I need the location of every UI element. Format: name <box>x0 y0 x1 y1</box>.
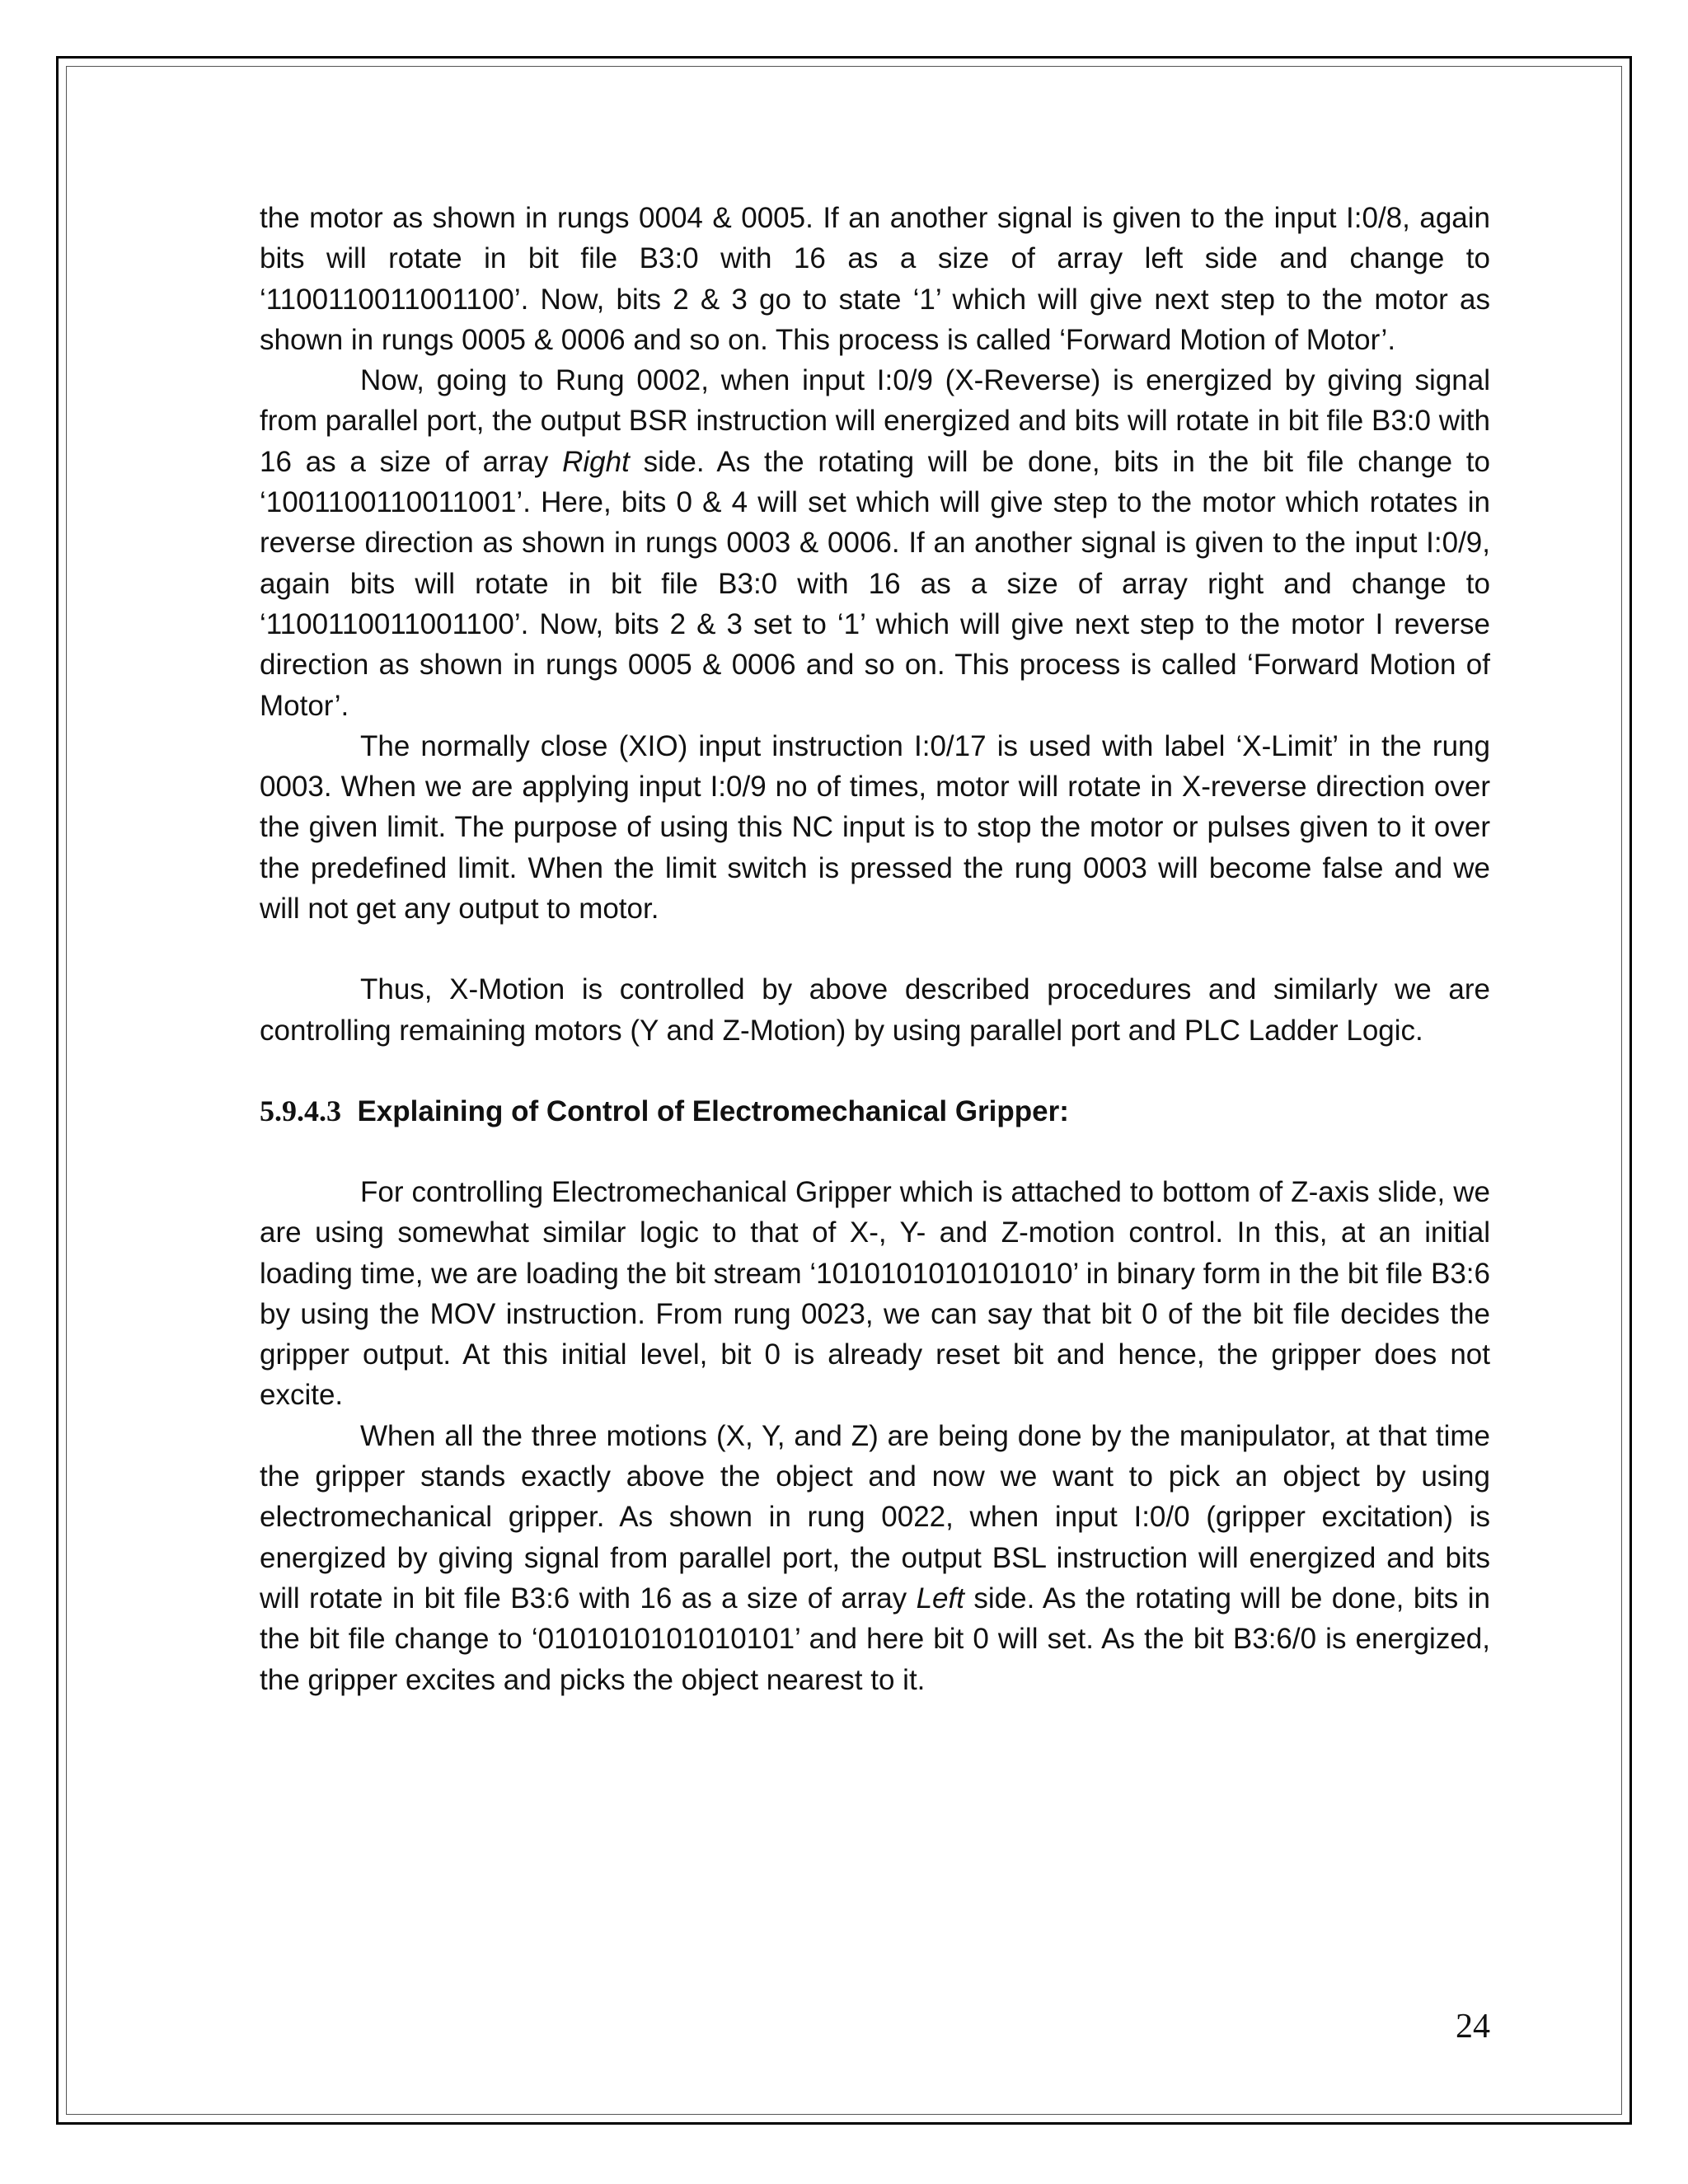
paragraph-gripper-intro: For controlling Electromechanical Gripper which is attached to bottom of Z-axis slide, we are using somewhat similar logic to that of X-, Y- and Z-motion control. In this, at an initial loading time, we are loading the bit stream ‘1010101010101010’ in binary form in the bit file B3:6 by using the MOV instruction. From rung 0023, we can say that bit 0 of the bit file decides the gripper output. At this initial level, bit 0 is already reset bit and hence, the gripper does not excite. <box>260 1175 1490 1412</box>
spacer <box>260 929 1490 969</box>
paragraph-text: side. As the rotating will be done, bits in the bit file change to ‘1001100110011001’. Here, bits 0 & 4 will set which will give step to the motor which rotates in reverse direction as shown in rungs 0003 & 0006. If an another signal is given to the input I:0/9, again bits will rotate in bit file B3:0 with 16 as a size of array right and change to ‘1100110011001100’. Now, bits 2 & 3 set to ‘1’ which will give next step to the motor I reverse direction as shown in rungs 0005 & 0006 and so on. This process is called ‘Forward Motion of Motor’. <box>260 445 1490 722</box>
paragraph-summary: Thus, X-Motion is controlled by above described procedures and similarly we are controlling remaining motors (Y and Z-Motion) by using parallel port and PLC Ladder Logic. <box>260 973 1490 1047</box>
emphasis-left: Left <box>916 1582 964 1615</box>
section-title: Explaining of Control of Electromechanical Gripper: <box>357 1094 1069 1127</box>
page-body <box>260 198 1490 1700</box>
page-number: 24 <box>1456 2008 1490 2046</box>
paragraph-gripper-operation <box>260 1416 1490 1700</box>
spacer <box>260 1132 1490 1172</box>
section-number: 5.9.4.3 <box>260 1094 341 1127</box>
paragraph-text: Now, going to Rung 0002, when input I:0/9 (X-Reverse) is energized by giving signal from parallel port, the output BSR instruction will energized and bits will rotate in bit file B3:0 with 16 as a size of array <box>260 364 1490 478</box>
emphasis-right: Right <box>562 445 630 478</box>
spacer <box>260 1051 1490 1091</box>
section-heading <box>260 1091 1490 1132</box>
paragraph-x-limit: The normally close (XIO) input instruction I:0/17 is used with label ‘X-Limit’ in the rung 0003. When we are applying input I:0/9 no of times, motor will rotate in X-reverse direction over the given limit. The purpose of using this NC input is to stop the motor or pulses given to it over the predefined limit. When the limit switch is pressed the rung 0003 will become false and we will not get any output to motor. <box>260 729 1490 926</box>
paragraph-text: side. As the rotating will be done, bits in the bit file change to ‘0101010101010101’ and here bit 0 will set. As the bit B3:6/0 is energized, the gripper excites and picks the object nearest to it. <box>260 1582 1490 1696</box>
paragraph-forward-motion: the motor as shown in rungs 0004 & 0005. If an another signal is given to the input I:0/8, again bits will rotate in bit file B3:0 with 16 as a size of array left side and change to ‘1100110011001100’. Now, bits 2 & 3 go to state ‘1’ which will give next step to the motor as shown in rungs 0005 & 0006 and so on. This process is called ‘Forward Motion of Motor’. <box>260 202 1490 356</box>
paragraph-text: When all the three motions (X, Y, and Z) are being done by the manipulator, at that time the gripper stands exactly above the object and now we want to pick an object by using electromechanical gripper. As shown in rung 0022, when input I:0/0 (gripper excitation) is energized by giving signal from parallel port, the output BSL instruction will energized and bits will rotate in bit file B3:6 with 16 as a size of array <box>260 1419 1490 1615</box>
paragraph-reverse-motion <box>260 360 1490 726</box>
